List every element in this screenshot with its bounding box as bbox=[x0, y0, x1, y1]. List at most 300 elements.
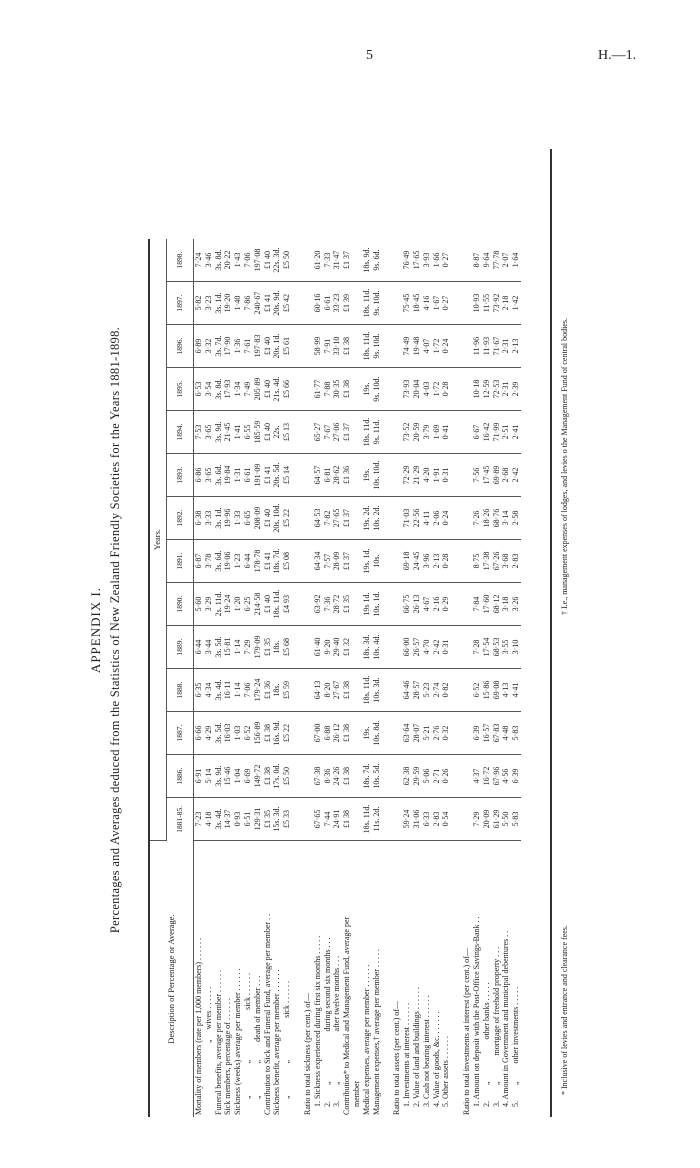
value-cell: 67·96 bbox=[492, 755, 502, 798]
value-cell: 7·36 bbox=[323, 583, 333, 626]
value-cell: 6·55 bbox=[243, 411, 253, 454]
value-cell: 129·31 bbox=[253, 798, 263, 841]
value-cell: 3·79 bbox=[422, 411, 432, 454]
value-cell: 1·14 bbox=[233, 626, 243, 669]
value-cell: 20s. 5d. bbox=[272, 454, 282, 497]
value-cell: 19s. bbox=[362, 454, 372, 497]
value-cell: £1 40 bbox=[263, 368, 273, 411]
value-cell: £1 40 bbox=[263, 325, 273, 368]
value-cell: 2·31 bbox=[501, 325, 511, 368]
spacer-cell bbox=[451, 325, 462, 368]
spacer-cell bbox=[381, 583, 392, 626]
value-cell: 3s. 1d. bbox=[214, 497, 224, 540]
value-cell: £5 33 bbox=[282, 798, 292, 841]
value-cell: 5·60 bbox=[194, 583, 204, 626]
spacer-cell bbox=[381, 239, 392, 282]
value-cell: 64·53 bbox=[313, 497, 323, 540]
value-cell: 5·06 bbox=[422, 755, 432, 798]
spacer-cell bbox=[381, 626, 392, 669]
spacer-cell bbox=[381, 454, 392, 497]
value-cell: 179·09 bbox=[253, 626, 263, 669]
value-cell: £5 59 bbox=[282, 669, 292, 712]
value-cell: 4·37 bbox=[472, 755, 482, 798]
spacer-cell bbox=[292, 755, 303, 798]
value-cell: 2·83 bbox=[511, 540, 521, 583]
value-cell: 72·53 bbox=[492, 368, 502, 411]
value-cell bbox=[352, 626, 362, 669]
value-cell: 10s. 5d. bbox=[372, 755, 382, 798]
value-cell: 7·29 bbox=[472, 798, 482, 841]
value-cell: 22s. 3d. bbox=[272, 239, 282, 282]
value-cell: 24·91 bbox=[332, 798, 342, 841]
value-cell: 2·13 bbox=[432, 540, 442, 583]
spacer-cell bbox=[451, 712, 462, 755]
value-cell: 3s. 9d. bbox=[214, 411, 224, 454]
value-cell bbox=[352, 669, 362, 712]
value-cell: 7·82 bbox=[323, 497, 333, 540]
value-cell: 14·37 bbox=[223, 798, 233, 841]
value-cell: 63·64 bbox=[402, 712, 412, 755]
spacer-cell bbox=[292, 583, 303, 626]
value-cell: 6·61 bbox=[243, 454, 253, 497]
value-cell: £1 40 bbox=[263, 411, 273, 454]
value-cell: 3s. 7d. bbox=[214, 325, 224, 368]
value-cell: 6·44 bbox=[243, 540, 253, 583]
value-cell: 62·38 bbox=[402, 755, 412, 798]
value-cell: 3·55 bbox=[501, 626, 511, 669]
value-cell: 3·32 bbox=[204, 325, 214, 368]
value-cell: 6·86 bbox=[194, 454, 204, 497]
value-cell: 1·64 bbox=[511, 239, 521, 282]
value-cell: £5 68 bbox=[282, 626, 292, 669]
value-cell: 61·20 bbox=[313, 239, 323, 282]
year-header-cell: 1891. bbox=[167, 540, 194, 583]
value-cell: 0·93 bbox=[233, 798, 243, 841]
value-cell: 4·07 bbox=[422, 325, 432, 368]
value-cell: £1 38 bbox=[342, 669, 352, 712]
value-cell: 2·31 bbox=[501, 368, 511, 411]
value-cell: 4·03 bbox=[422, 368, 432, 411]
value-cell: 60·16 bbox=[313, 282, 323, 325]
value-cell: 21s. 4d. bbox=[272, 368, 282, 411]
value-cell: 0·24 bbox=[441, 325, 451, 368]
footnote-management: † I.e., management expenses of lodges, and levies o the Management Fund of central bodies. bbox=[560, 317, 569, 615]
spacer-cell bbox=[292, 411, 303, 454]
appendix-title: APPENDIX I. bbox=[88, 586, 103, 674]
value-cell: 8·87 bbox=[472, 239, 482, 282]
value-cell: £5 22 bbox=[282, 712, 292, 755]
year-header-cell: 1887. bbox=[167, 712, 194, 755]
value-cell: £5 50 bbox=[282, 239, 292, 282]
spacer-cell bbox=[381, 325, 392, 368]
value-cell bbox=[462, 798, 472, 841]
value-cell: 20s. 9d. bbox=[272, 282, 282, 325]
row-label: „ wives . . . . . . bbox=[203, 986, 213, 1115]
value-cell bbox=[392, 712, 402, 755]
value-cell: 19s. bbox=[362, 712, 372, 755]
group-spacer bbox=[381, 239, 392, 1117]
value-cell: 65·27 bbox=[313, 411, 323, 454]
value-cell: 16s. 9d. bbox=[272, 712, 282, 755]
value-cell: 10s. 4d. bbox=[372, 626, 382, 669]
value-cell: 31·06 bbox=[412, 798, 422, 841]
table-row bbox=[511, 239, 521, 1117]
value-cell: 3·93 bbox=[422, 239, 432, 282]
value-cell: 2·42 bbox=[511, 454, 521, 497]
description-header: Description of Percentage or Average. bbox=[149, 841, 194, 1118]
value-cell: 1·36 bbox=[233, 325, 243, 368]
value-cell: 7·24 bbox=[194, 239, 204, 282]
year-header-cell: 1881-85. bbox=[167, 798, 194, 841]
value-cell: 1·40 bbox=[233, 282, 243, 325]
value-cell: 18·45 bbox=[412, 282, 422, 325]
value-cell: 68·12 bbox=[492, 583, 502, 626]
footnote-levies: * Inclusive of levies and entrance and clearance fees. bbox=[560, 925, 569, 1095]
row-label: Ratio to total assets (per cent.) of— bbox=[392, 1001, 402, 1115]
value-cell: 6·67 bbox=[472, 411, 482, 454]
value-cell: 10·93 bbox=[472, 282, 482, 325]
row-label: 3. „ after twelve months . . . bbox=[332, 955, 342, 1115]
value-cell: 26·13 bbox=[412, 583, 422, 626]
value-cell: 6·39 bbox=[511, 755, 521, 798]
value-cell: 15·86 bbox=[482, 669, 492, 712]
value-cell: £5 22 bbox=[282, 497, 292, 540]
value-cell: 1·43 bbox=[233, 239, 243, 282]
row-label: Sickness benefit, average per member . . . . . . bbox=[272, 969, 282, 1115]
value-cell: 0·54 bbox=[441, 798, 451, 841]
table-row bbox=[482, 239, 492, 1117]
value-cell bbox=[392, 239, 402, 282]
value-cell: 75·45 bbox=[402, 282, 412, 325]
value-cell: 5·21 bbox=[422, 712, 432, 755]
value-cell: 18s. 11d. bbox=[362, 411, 372, 454]
value-cell: 3·33 bbox=[204, 497, 214, 540]
value-cell: 1·34 bbox=[233, 368, 243, 411]
value-cell: 208·09 bbox=[253, 497, 263, 540]
value-cell bbox=[462, 454, 472, 497]
value-cell bbox=[303, 411, 313, 454]
value-cell: 21·29 bbox=[412, 454, 422, 497]
year-header-cell: 1894. bbox=[167, 411, 194, 454]
value-cell bbox=[303, 755, 313, 798]
table-row bbox=[501, 239, 511, 1117]
value-cell: 8·75 bbox=[472, 540, 482, 583]
value-cell: 7·84 bbox=[472, 583, 482, 626]
value-cell: £1 38 bbox=[342, 325, 352, 368]
table-row bbox=[243, 239, 253, 1117]
year-header-cell: 1890. bbox=[167, 583, 194, 626]
table-row bbox=[263, 239, 273, 1117]
spacer-cell bbox=[451, 239, 462, 282]
table-row bbox=[352, 239, 362, 1117]
value-cell bbox=[462, 626, 472, 669]
value-cell: £5 08 bbox=[282, 540, 292, 583]
value-cell: 3·18 bbox=[501, 583, 511, 626]
row-label: „ „ death of member . . . bbox=[252, 975, 262, 1115]
value-cell: 17s. 0d. bbox=[272, 755, 282, 798]
spacer-cell bbox=[451, 411, 462, 454]
value-cell: 3s. 4d. bbox=[214, 669, 224, 712]
spacer-cell bbox=[451, 841, 462, 1118]
value-cell: 20·59 bbox=[412, 411, 422, 454]
row-label: Mortality of members (rate per 1,000 members) . . . . . . bbox=[194, 937, 203, 1115]
value-cell: 1·69 bbox=[432, 411, 442, 454]
value-cell: £1 38 bbox=[342, 755, 352, 798]
value-cell bbox=[303, 454, 313, 497]
value-cell: 7·44 bbox=[323, 798, 333, 841]
spacer-cell bbox=[381, 669, 392, 712]
value-cell: 3s. 6d. bbox=[214, 540, 224, 583]
table-row bbox=[313, 239, 323, 1117]
value-cell: 1·31 bbox=[233, 454, 243, 497]
value-cell: 68·53 bbox=[492, 626, 502, 669]
value-cell: 0·31 bbox=[441, 454, 451, 497]
value-cell bbox=[392, 540, 402, 583]
value-cell: 20s. 10d. bbox=[272, 497, 282, 540]
row-label: 3. Cash not bearing interest . . . . . . bbox=[421, 995, 431, 1115]
table-row bbox=[233, 239, 243, 1117]
value-cell: 67·83 bbox=[492, 712, 502, 755]
value-cell: 5·82 bbox=[194, 282, 204, 325]
value-cell: 18s. 11d. bbox=[272, 583, 282, 626]
value-cell: 2s. 11d. bbox=[214, 583, 224, 626]
year-header-cell: 1888. bbox=[167, 669, 194, 712]
value-cell: 73·93 bbox=[402, 368, 412, 411]
value-cell bbox=[392, 368, 402, 411]
spacer-cell bbox=[451, 798, 462, 841]
value-cell: 156·89 bbox=[253, 712, 263, 755]
value-cell: 6·61 bbox=[323, 282, 333, 325]
value-cell: 3s. 5d. bbox=[214, 626, 224, 669]
value-cell: 28·07 bbox=[412, 712, 422, 755]
value-cell: 1·66 bbox=[432, 239, 442, 282]
value-cell: 1·42 bbox=[511, 282, 521, 325]
value-cell: 10s. 8d. bbox=[372, 712, 382, 755]
value-cell: 7·33 bbox=[323, 239, 333, 282]
table-bottom-rule bbox=[550, 149, 552, 1117]
value-cell: £1 40 bbox=[263, 239, 273, 282]
value-cell: £1 37 bbox=[342, 411, 352, 454]
value-cell: 240·67 bbox=[253, 282, 263, 325]
value-cell: 3s. 4d. bbox=[214, 798, 224, 841]
value-cell bbox=[392, 798, 402, 841]
value-cell: 18s. 9d. bbox=[362, 239, 372, 282]
value-cell: 19·20 bbox=[223, 282, 233, 325]
value-cell bbox=[462, 282, 472, 325]
value-cell: 6·51 bbox=[243, 798, 253, 841]
table-row bbox=[422, 239, 432, 1117]
value-cell: 17·38 bbox=[482, 540, 492, 583]
value-cell: 71·99 bbox=[492, 411, 502, 454]
value-cell: 31·47 bbox=[332, 239, 342, 282]
spacer-cell bbox=[451, 755, 462, 798]
value-cell: 77·78 bbox=[492, 239, 502, 282]
value-cell: £1 37 bbox=[342, 540, 352, 583]
table-row bbox=[272, 239, 282, 1117]
value-cell: £1 35 bbox=[342, 583, 352, 626]
value-cell: 20·22 bbox=[223, 239, 233, 282]
value-cell bbox=[303, 626, 313, 669]
value-cell: 6·44 bbox=[194, 626, 204, 669]
value-cell: 27·65 bbox=[332, 497, 342, 540]
value-cell: 6·25 bbox=[243, 583, 253, 626]
value-cell: 17·65 bbox=[412, 239, 422, 282]
value-cell: £1 41 bbox=[263, 454, 273, 497]
value-cell: £1 36 bbox=[342, 454, 352, 497]
value-cell: 1·04 bbox=[233, 755, 243, 798]
value-cell: 16·11 bbox=[223, 669, 233, 712]
value-cell: 3·10 bbox=[511, 626, 521, 669]
row-label: Management expenses,† average per member . . . . . bbox=[371, 949, 381, 1115]
value-cell: 0·28 bbox=[441, 540, 451, 583]
value-cell: 29·40 bbox=[332, 626, 342, 669]
value-cell: 61·40 bbox=[313, 626, 323, 669]
table-row bbox=[342, 239, 352, 1117]
spacer-cell bbox=[381, 411, 392, 454]
value-cell: 71·03 bbox=[402, 497, 412, 540]
value-cell bbox=[303, 325, 313, 368]
value-cell: 19·06 bbox=[223, 540, 233, 583]
value-cell: 64·34 bbox=[313, 540, 323, 583]
value-cell bbox=[462, 712, 472, 755]
value-cell: 9s. 10d. bbox=[372, 282, 382, 325]
years-header: Years. bbox=[149, 239, 167, 841]
value-cell: 17·45 bbox=[482, 454, 492, 497]
value-cell: 67·38 bbox=[313, 755, 323, 798]
value-cell: 3·46 bbox=[204, 239, 214, 282]
value-cell: 6·91 bbox=[194, 755, 204, 798]
table-row bbox=[362, 239, 372, 1117]
value-cell: £1 38 bbox=[342, 712, 352, 755]
value-cell: 178·78 bbox=[253, 540, 263, 583]
value-cell bbox=[392, 411, 402, 454]
value-cell bbox=[352, 368, 362, 411]
group-spacer bbox=[451, 239, 462, 1117]
value-cell: 29·59 bbox=[412, 755, 422, 798]
value-cell bbox=[352, 239, 362, 282]
value-cell: 6·53 bbox=[194, 368, 204, 411]
value-cell: 4·29 bbox=[204, 712, 214, 755]
spacer-cell bbox=[381, 368, 392, 411]
value-cell bbox=[462, 239, 472, 282]
value-cell: 6·88 bbox=[323, 712, 333, 755]
spacer-cell bbox=[451, 540, 462, 583]
value-cell: 8·20 bbox=[323, 669, 333, 712]
value-cell: 7·06 bbox=[243, 239, 253, 282]
value-cell: 64·57 bbox=[313, 454, 323, 497]
row-label: 5. Other assets . . . . . . bbox=[441, 1036, 451, 1115]
table-row bbox=[492, 239, 502, 1117]
page-number: 5 bbox=[366, 48, 373, 63]
value-cell: £1 32 bbox=[342, 626, 352, 669]
row-label: Medical expenses, average per member . . . . . . bbox=[361, 964, 371, 1115]
value-cell: 2·06 bbox=[432, 497, 442, 540]
value-cell: 191·09 bbox=[253, 454, 263, 497]
value-cell bbox=[352, 540, 362, 583]
spacer-cell bbox=[381, 540, 392, 583]
spacer-cell bbox=[292, 368, 303, 411]
value-cell: 24·26 bbox=[332, 755, 342, 798]
value-cell: 4·70 bbox=[422, 626, 432, 669]
value-cell: £1 38 bbox=[342, 368, 352, 411]
value-cell: 28·62 bbox=[332, 454, 342, 497]
value-cell: 19s. 1d. bbox=[362, 540, 372, 583]
value-cell: £1 38 bbox=[263, 712, 273, 755]
value-cell: 17·60 bbox=[482, 583, 492, 626]
value-cell: 64·46 bbox=[402, 669, 412, 712]
row-label: 2. Value of land and buildings . . . . . . bbox=[411, 987, 421, 1115]
value-cell: 179·24 bbox=[253, 669, 263, 712]
value-cell bbox=[352, 497, 362, 540]
statistics-table bbox=[148, 239, 521, 1117]
value-cell: 21·45 bbox=[223, 411, 233, 454]
value-cell bbox=[462, 583, 472, 626]
table-row bbox=[253, 239, 263, 1117]
value-cell: £1 37 bbox=[342, 239, 352, 282]
value-cell bbox=[392, 497, 402, 540]
value-cell: 5·23 bbox=[422, 669, 432, 712]
spacer-cell bbox=[451, 368, 462, 411]
table-row bbox=[223, 239, 233, 1117]
value-cell: 10·18 bbox=[472, 368, 482, 411]
value-cell: 67·26 bbox=[492, 540, 502, 583]
value-cell: 3s. 8d. bbox=[214, 239, 224, 282]
year-header-cell: 1893. bbox=[167, 454, 194, 497]
value-cell bbox=[303, 540, 313, 583]
value-cell: 2·58 bbox=[511, 497, 521, 540]
row-label: Contribution to Sick and Funeral Fund, average per member . . bbox=[262, 913, 272, 1115]
spacer-cell bbox=[381, 712, 392, 755]
value-cell: 15·46 bbox=[223, 755, 233, 798]
value-cell: 0·41 bbox=[441, 411, 451, 454]
value-cell: £1 36 bbox=[263, 669, 273, 712]
value-cell: 61·29 bbox=[492, 798, 502, 841]
table-row bbox=[194, 239, 204, 1117]
value-cell: £1 41 bbox=[263, 282, 273, 325]
value-cell bbox=[303, 368, 313, 411]
value-cell: 27·06 bbox=[332, 411, 342, 454]
value-cell: 2·07 bbox=[501, 239, 511, 282]
value-cell: 1·23 bbox=[233, 540, 243, 583]
value-cell: 3s. 1d. bbox=[214, 282, 224, 325]
value-cell bbox=[352, 755, 362, 798]
value-cell: 4·34 bbox=[204, 669, 214, 712]
value-cell: £1 40 bbox=[263, 497, 273, 540]
value-cell: 69·08 bbox=[492, 669, 502, 712]
value-cell: 3·78 bbox=[204, 540, 214, 583]
value-cell bbox=[352, 325, 362, 368]
value-cell: 0·24 bbox=[441, 497, 451, 540]
value-cell: 15s. 3d. bbox=[272, 798, 282, 841]
value-cell: 3·44 bbox=[204, 626, 214, 669]
value-cell: 68·76 bbox=[492, 497, 502, 540]
row-label: „ „ sick . . . . . . bbox=[282, 981, 292, 1115]
value-cell: 7·53 bbox=[194, 411, 204, 454]
value-cell: 20·09 bbox=[482, 798, 492, 841]
row-label: 2. „ during second six months . . . bbox=[322, 937, 332, 1115]
value-cell: 6·38 bbox=[194, 497, 204, 540]
value-cell: £5 66 bbox=[282, 368, 292, 411]
value-cell: £5 50 bbox=[282, 755, 292, 798]
year-header-cell: 1898. bbox=[167, 239, 194, 282]
row-label: 2. „ other banks . . . . . bbox=[481, 982, 491, 1115]
value-cell bbox=[392, 583, 402, 626]
row-label: „ „ sick . . . . . . bbox=[242, 973, 252, 1115]
value-cell: 7·86 bbox=[243, 282, 253, 325]
value-cell: 6·35 bbox=[194, 669, 204, 712]
group-spacer bbox=[292, 239, 303, 1117]
value-cell: 20s. 1d. bbox=[272, 325, 282, 368]
